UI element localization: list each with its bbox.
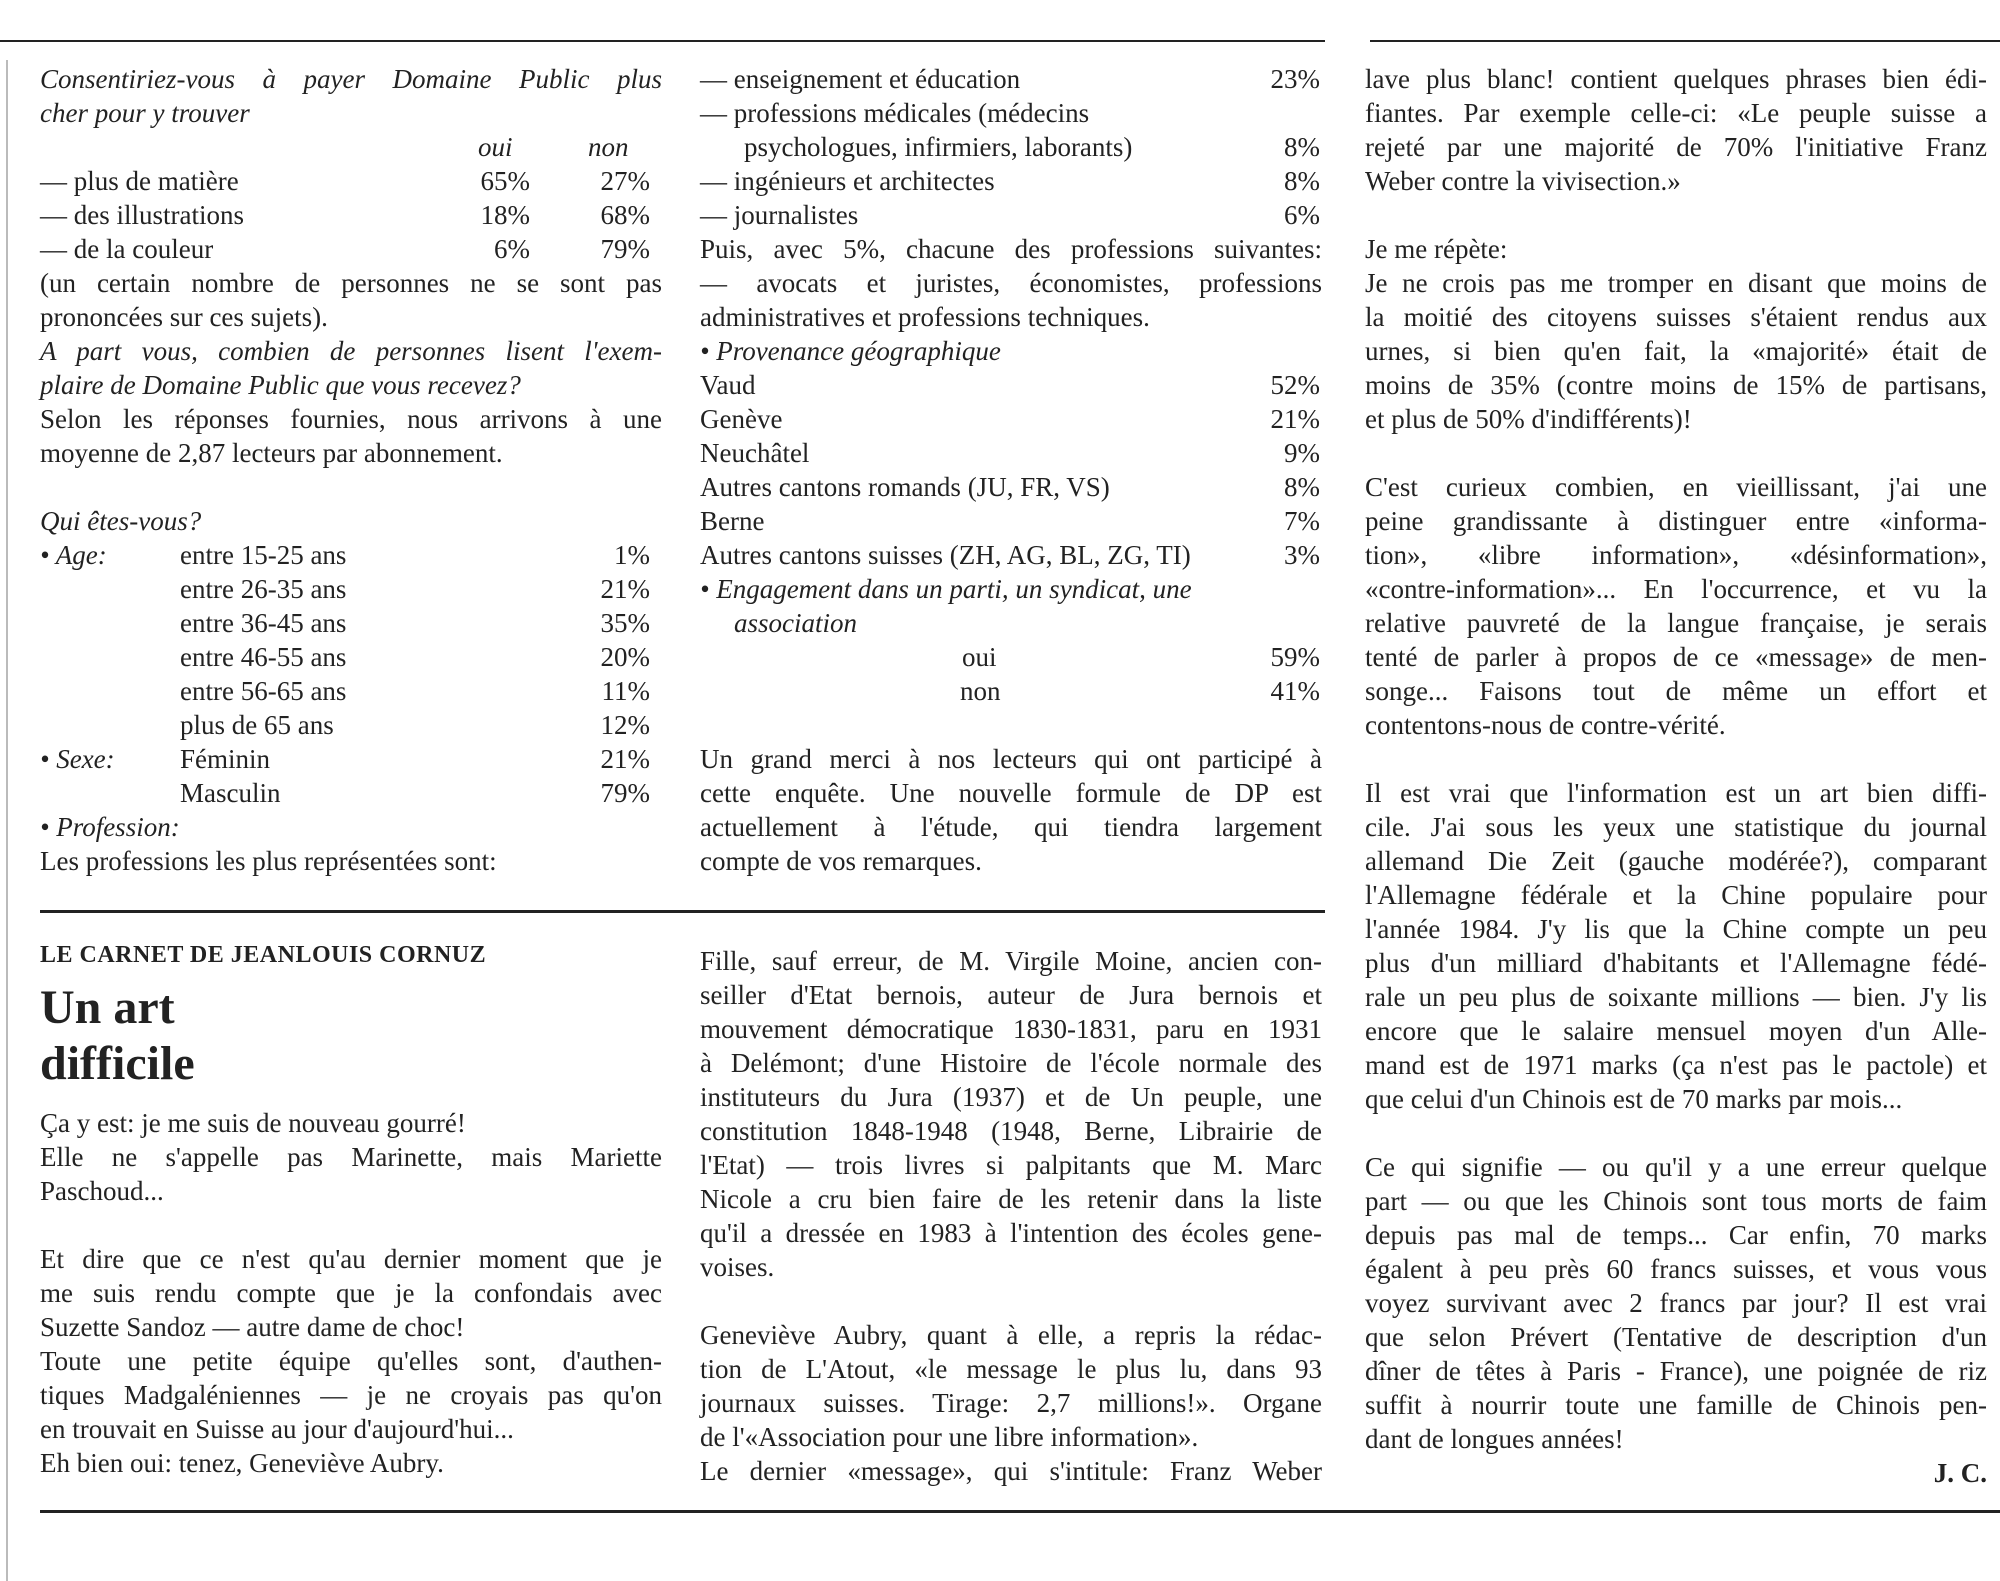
- geo-row-label: Neuchâtel: [700, 438, 810, 468]
- article-line: voises.: [700, 1252, 775, 1282]
- age-row-label: plus de 65 ans: [180, 710, 334, 740]
- article-line: tion de L'Atout, «le message le plus lu, dans 93: [700, 1354, 1322, 1384]
- question-readers-line: plaire de Domaine Public que vous recevez?: [40, 370, 521, 400]
- profession-row-label: psychologues, infirmiers, laborants): [744, 132, 1133, 162]
- article-line: Je me répète:: [1365, 234, 1508, 264]
- age-row-label: entre 15-25 ans: [180, 540, 347, 570]
- profession-row: [700, 198, 1322, 232]
- thanks-line: actuellement à l'étude, qui tiendra largement: [700, 812, 1322, 842]
- price-row: [40, 164, 662, 198]
- article-line: l'Allemagne fédérale et la Chine populaire pour: [1365, 880, 1987, 910]
- geo-row-value: 9%: [1284, 438, 1320, 468]
- age-row-label: entre 56-65 ans: [180, 676, 347, 706]
- article-line: et plus de 50% d'indifférents)!: [1365, 404, 1692, 434]
- article-line: journaux suisses. Tirage: 2,7 millions!». Organe: [700, 1388, 1322, 1418]
- article-line: que selon Prévert (Tentative de description d'un: [1365, 1322, 1987, 1352]
- article-line: dîner de têtes à Paris - France), une poignée de riz: [1365, 1356, 1987, 1386]
- geo-row: [700, 436, 1322, 470]
- profession-row-label: — journalistes: [700, 200, 859, 230]
- price-row: [40, 232, 662, 266]
- profession-label: • Profession:: [40, 812, 180, 842]
- article-line: Elle ne s'appelle pas Marinette, mais Mariette: [40, 1142, 662, 1172]
- article-line: suffit à nourrir toute une famille de Chinois pen-: [1365, 1390, 1987, 1420]
- top-rule-left: [0, 40, 1325, 42]
- age-row: [40, 538, 662, 572]
- age-row: [40, 606, 662, 640]
- age-row-label: entre 36-45 ans: [180, 608, 347, 638]
- section-rule: [40, 910, 1325, 913]
- price-note-line: (un certain nombre de personnes ne se sont pas: [40, 268, 662, 298]
- profession-more-line: Puis, avec 5%, chacune des professions suivantes:: [700, 234, 1322, 264]
- article-line: Geneviève Aubry, quant à elle, a repris la rédac-: [700, 1320, 1322, 1350]
- article-line: Et dire que ce n'est qu'au dernier moment que je: [40, 1244, 662, 1274]
- price-table-header: [40, 130, 662, 164]
- article-line: à Delémont; d'une Histoire de l'école normale des: [700, 1048, 1322, 1078]
- article-line: en trouvait en Suisse au jour d'aujourd'hui...: [40, 1414, 514, 1444]
- article-line: fiantes. Par exemple celle-ci: «Le peuple suisse a: [1365, 98, 1987, 128]
- engagement-row-value: 41%: [1270, 676, 1320, 706]
- article-line: Eh bien oui: tenez, Geneviève Aubry.: [40, 1448, 444, 1478]
- answer-readers-line: Selon les réponses fournies, nous arrivons à une: [40, 404, 662, 434]
- price-row-label: — de la couleur: [40, 234, 214, 264]
- sex-row: [40, 776, 662, 810]
- question-price-line: cher pour y trouver: [40, 98, 250, 128]
- age-row-label: entre 46-55 ans: [180, 642, 347, 672]
- article-column-3: [1365, 62, 1987, 1490]
- article-line: songe... Faisons tout de même un effort et: [1365, 676, 1987, 706]
- article-line: que celui d'un Chinois est de 70 marks par mois...: [1365, 1084, 1903, 1114]
- age-row-value: 12%: [600, 710, 650, 740]
- age-row-value: 1%: [614, 540, 650, 570]
- age-label: • Age:: [40, 540, 107, 570]
- article-line: mouvement démocratique 1830-1831, paru en 1931: [700, 1014, 1322, 1044]
- price-row-non: 79%: [600, 234, 650, 264]
- article-line: allemand Die Zeit (gauche modérée?), comparant: [1365, 846, 1987, 876]
- geo-row-label: Autres cantons romands (JU, FR, VS): [700, 472, 1110, 502]
- geo-row-label: Autres cantons suisses (ZH, AG, BL, ZG, TI): [700, 540, 1191, 570]
- sex-row-label: Masculin: [180, 778, 281, 808]
- profession-row: [700, 62, 1322, 96]
- geo-row-value: 3%: [1284, 540, 1320, 570]
- header-oui: oui: [478, 132, 513, 162]
- price-note-line: prononcées sur ces sujets).: [40, 302, 328, 332]
- article-kicker: LE CARNET DE JEANLOUIS CORNUZ: [40, 942, 487, 968]
- article-line: la moitié des citoyens suisses s'étaient rendus aux: [1365, 302, 1987, 332]
- article-line: peine grandissante à distinguer entre «informa-: [1365, 506, 1987, 536]
- article-line: part — ou que les Chinois sont tous morts de faim: [1365, 1186, 1987, 1216]
- profession-row-value: 8%: [1284, 166, 1320, 196]
- price-row-oui: 6%: [494, 234, 530, 264]
- age-row: [40, 674, 662, 708]
- age-row-value: 35%: [600, 608, 650, 638]
- price-row-label: — plus de matière: [40, 166, 239, 196]
- age-row: [40, 708, 662, 742]
- article-title: Un art difficile: [40, 981, 195, 1090]
- geo-label: • Provenance géographique: [700, 336, 1001, 366]
- engagement-row: [700, 674, 1322, 708]
- profession-more-line: administratives et professions techniques.: [700, 302, 1150, 332]
- article-line: Weber contre la vivisection.»: [1365, 166, 1681, 196]
- article-line: Nicole a cru bien faire de les retenir dans la liste: [700, 1184, 1322, 1214]
- article-line: Paschoud...: [40, 1176, 164, 1206]
- profession-row-value: 8%: [1284, 132, 1320, 162]
- article-line: Il est vrai que l'information est un art bien diffi-: [1365, 778, 1987, 808]
- age-row-label: entre 26-35 ans: [180, 574, 347, 604]
- geo-row: [700, 368, 1322, 402]
- left-margin-line: [6, 60, 8, 1581]
- article-line: voyez survivant avec 2 francs par jour? Il est vrai: [1365, 1288, 1987, 1318]
- geo-row-label: Genève: [700, 404, 783, 434]
- price-row-oui: 18%: [480, 200, 530, 230]
- article-line: l'Etat) — trois livres si palpitants que M. Marc: [700, 1150, 1322, 1180]
- engagement-label: association: [734, 608, 858, 638]
- article-line: mand est de 1971 marks (ça n'est pas le pactole) et: [1365, 1050, 1987, 1080]
- who-heading: Qui êtes-vous?: [40, 506, 202, 536]
- article-line: dant de longues années!: [1365, 1424, 1624, 1454]
- article-line: Suzette Sandoz — autre dame de choc!: [40, 1312, 465, 1342]
- age-row-value: 11%: [601, 676, 650, 706]
- article-line: contentons-nous de contre-vérité.: [1365, 710, 1726, 740]
- article-line: rejeté par une majorité de 70% l'initiative Franz: [1365, 132, 1987, 162]
- engagement-row-value: 59%: [1270, 642, 1320, 672]
- bottom-rule: [40, 1510, 2000, 1513]
- price-row: [40, 198, 662, 232]
- profession-row-label: — enseignement et éducation: [700, 64, 1021, 94]
- geo-row-value: 7%: [1284, 506, 1320, 536]
- age-row-value: 20%: [600, 642, 650, 672]
- geo-row: [700, 538, 1322, 572]
- article-line: constitution 1848-1948 (1948, Berne, Librairie de: [700, 1116, 1322, 1146]
- sex-label: • Sexe:: [40, 744, 115, 774]
- survey-column-1: [40, 62, 662, 878]
- article-line: encore que le salaire mensuel moyen d'un Alle-: [1365, 1016, 1987, 1046]
- article-column-1: [40, 938, 662, 1480]
- article-line: Ce qui signifie — ou qu'il y a une erreur quelque: [1365, 1152, 1987, 1182]
- article-line: lave plus blanc! contient quelques phrases bien édi-: [1365, 64, 1987, 94]
- price-row-non: 68%: [600, 200, 650, 230]
- article-line: urnes, si bien qu'en fait, la «majorité» était de: [1365, 336, 1987, 366]
- article-line: relative pauvreté de la langue française, je serais: [1365, 608, 1987, 638]
- profession-more-line: — avocats et juristes, économistes, professions: [700, 268, 1322, 298]
- article-line: Je ne crois pas me tromper en disant que moins de: [1365, 268, 1987, 298]
- engagement-label: • Engagement dans un parti, un syndicat, une: [700, 574, 1192, 604]
- age-row-value: 21%: [600, 574, 650, 604]
- article-line: tiques Madgaléniennes — je ne croyais pas qu'on: [40, 1380, 662, 1410]
- age-row: [40, 572, 662, 606]
- profession-row-value: 23%: [1270, 64, 1320, 94]
- article-line: tion», «libre information», «désinformation»,: [1365, 540, 1987, 570]
- article-line: l'année 1984. J'y lis que la Chine compte un peu: [1365, 914, 1987, 944]
- geo-row: [700, 504, 1322, 538]
- article-line: moins de 35% (contre moins de 15% de partisans,: [1365, 370, 1987, 400]
- article-line: C'est curieux combien, en vieillissant, j'ai une: [1365, 472, 1987, 502]
- top-rule-right: [1370, 40, 2000, 42]
- sex-row: [40, 742, 662, 776]
- geo-row-label: Berne: [700, 506, 765, 536]
- article-line: rale un peu plus de soixante millions — bien. J'y lis: [1365, 982, 1987, 1012]
- article-line: de l'«Association pour une libre information».: [700, 1422, 1199, 1452]
- sex-row-value: 79%: [600, 778, 650, 808]
- thanks-line: Un grand merci à nos lecteurs qui ont participé à: [700, 744, 1322, 774]
- geo-row: [700, 402, 1322, 436]
- sex-row-value: 21%: [600, 744, 650, 774]
- header-non: non: [588, 132, 629, 162]
- question-readers-line: A part vous, combien de personnes lisent l'exem-: [40, 336, 662, 366]
- thanks-line: cette enquête. Une nouvelle formule de DP est: [700, 778, 1322, 808]
- price-row-label: — des illustrations: [40, 200, 244, 230]
- price-row-oui: 65%: [480, 166, 530, 196]
- engagement-row-label: non: [960, 676, 1001, 706]
- article-line: Fille, sauf erreur, de M. Virgile Moine, ancien con-: [700, 946, 1322, 976]
- engagement-row-label: oui: [962, 642, 997, 672]
- profession-row-label: — professions médicales (médecins: [700, 98, 1090, 128]
- price-row-non: 27%: [600, 166, 650, 196]
- profession-row: [700, 96, 1322, 130]
- sex-row-label: Féminin: [180, 744, 271, 774]
- article-line: seiller d'Etat bernois, auteur de Jura bernois et: [700, 980, 1322, 1010]
- age-row: [40, 640, 662, 674]
- article-line: Toute une petite équipe qu'elles sont, d'authen-: [40, 1346, 662, 1376]
- article-line: depuis pas mal de temps... Car enfin, 70 marks: [1365, 1220, 1987, 1250]
- profession-row: [700, 130, 1322, 164]
- article-column-2: [700, 944, 1322, 1488]
- answer-readers-line: moyenne de 2,87 lecteurs par abonnement.: [40, 438, 503, 468]
- survey-column-2: [700, 62, 1322, 878]
- geo-row-label: Vaud: [700, 370, 756, 400]
- question-price-line: Consentiriez-vous à payer Domaine Public plus: [40, 64, 662, 94]
- engagement-row: [700, 640, 1322, 674]
- article-line: Le dernier «message», qui s'intitule: Franz Weber: [700, 1456, 1322, 1486]
- article-line: égalent à peu près 60 francs suisses, et vous vous: [1365, 1254, 1987, 1284]
- geo-row-value: 8%: [1284, 472, 1320, 502]
- geo-row-value: 21%: [1270, 404, 1320, 434]
- article-signature: J. C.: [1933, 1458, 1987, 1488]
- article-line: tenté de parler à propos de ce «message» de men-: [1365, 642, 1987, 672]
- profession-row-value: 6%: [1284, 200, 1320, 230]
- article-line: cile. J'ai sous les yeux une statistique du journal: [1365, 812, 1987, 842]
- article-line: plus d'un milliard d'habitants et l'Allemagne fédé-: [1365, 948, 1987, 978]
- article-line: me suis rendu compte que je la confondais avec: [40, 1278, 662, 1308]
- geo-row: [700, 470, 1322, 504]
- article-line: Ça y est: je me suis de nouveau gourré!: [40, 1108, 466, 1138]
- article-line: qu'il a dressée en 1983 à l'intention des écoles gene-: [700, 1218, 1322, 1248]
- article-line: instituteurs du Jura (1937) et de Un peuple, une: [700, 1082, 1322, 1112]
- profession-row: [700, 164, 1322, 198]
- profession-row-label: — ingénieurs et architectes: [700, 166, 995, 196]
- article-line: «contre-information»... En l'occurrence, et vu la: [1365, 574, 1987, 604]
- profession-intro: Les professions les plus représentées sont:: [40, 846, 497, 876]
- geo-row-value: 52%: [1270, 370, 1320, 400]
- thanks-line: compte de vos remarques.: [700, 846, 982, 876]
